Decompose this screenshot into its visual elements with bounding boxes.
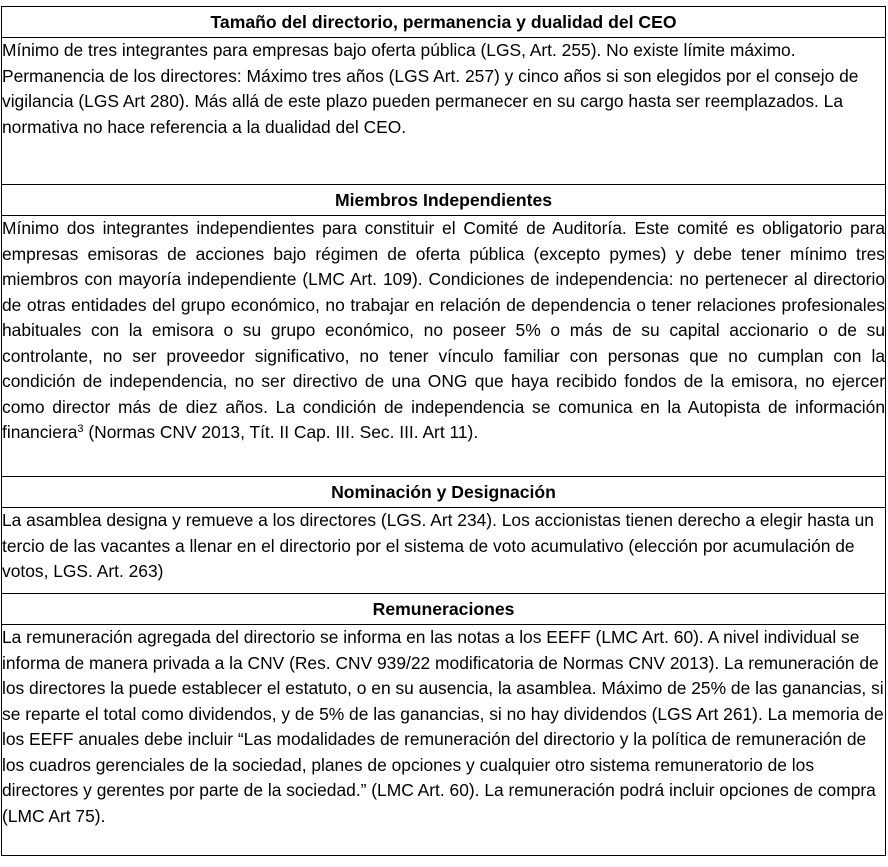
table-row: [2, 508, 886, 594]
table-row: [2, 185, 886, 216]
independent-text: Mínimo dos integrantes independientes para constituir el Comité de Auditoría. Este comité es obligatorio para empresas emisoras de acciones bajo régimen de oferta pública (excepto pymes) y debe tener mínimo tres miembros con mayoría independiente (LMC Art. 109). Condiciones de independencia: no pertenecer al directorio de otras entidades del grupo económico, no trabajar en relación de dependencia o tener relaciones profesionales habituales con la emisora o su grupo económico, no poseer 5% o más de su capital accionario o de su controlante, no ser proveedor significativo, no tener vínculo familiar con personas que no cumplan con la condición de independencia, no ser directivo de una ONG que haya recibido fondos de la emisora, no ejercer como director más de diez años. La condición de independencia se comunica en la Autopista de información financiera: [2, 218, 885, 442]
section-text-independent-members: [2, 216, 886, 477]
section-header-board-size: Tamaño del directorio, permanencia y dualidad del CEO: [2, 7, 886, 38]
governance-table: [1, 6, 886, 856]
footnote-marker: 3: [77, 423, 84, 435]
section-text-board-size: Mínimo de tres integrantes para empresas bajo oferta pública (LGS, Art. 255). No existe límite máximo. Permanencia de los directores: Máximo tres años (LGS Art. 257) y cinco años si son elegidos por el consejo de vigilancia (LGS Art 280). Más allá de este plazo pueden permanecer en su cargo hasta ser reemplazados. La normativa no hace referencia a la dualidad del CEO.: [2, 38, 886, 185]
table-row: [2, 7, 886, 38]
section-text-nomination: La asamblea designa y remueve a los directores (LGS. Art 234). Los accionistas tienen derecho a elegir hasta un tercio de las vacantes a llenar en el directorio por el sistema de voto acumulativo (elección por acumulación de votos, LGS. Art. 263): [2, 508, 886, 594]
section-header-independent-members: Miembros Independientes: [2, 185, 886, 216]
table-row: [2, 477, 886, 508]
independent-text-after: (Normas CNV 2013, Tít. II Cap. III. Sec. III. Art 11).: [83, 422, 479, 442]
table-row: [2, 625, 886, 856]
section-header-nomination: Nominación y Designación: [2, 477, 886, 508]
table-row: [2, 38, 886, 185]
section-text-remuneration: La remuneración agregada del directorio se informa en las notas a los EEFF (LMC Art. 60). A nivel individual se informa de manera privada a la CNV (Res. CNV 939/22 modificatoria de Normas CNV 2013). La remuneración de los directores la puede establecer el estatuto, o en su ausencia, la asamblea. Máximo de 25% de las ganancias, si se reparte el total como dividendos, y de 5% de las ganancias, si no hay dividendos (LGS Art 261). La memoria de los EEFF anuales debe incluir “Las modalidades de remuneración del directorio y la política de remuneración de los cuadros gerenciales de la sociedad, planes de opciones y cualquier otro sistema remuneratorio de los directores y gerentes por parte de la sociedad.” (LMC Art. 60). La remuneración podrá incluir opciones de compra (LMC Art 75).: [2, 625, 886, 856]
table-row: [2, 216, 886, 477]
table-row: [2, 594, 886, 625]
section-header-remuneration: Remuneraciones: [2, 594, 886, 625]
